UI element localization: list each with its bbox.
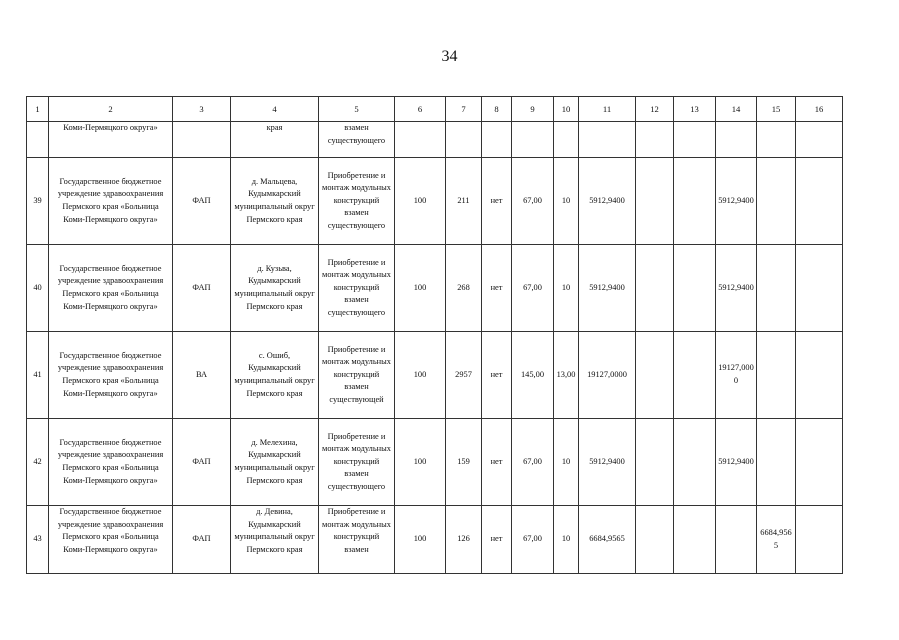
value-cell-16: [796, 332, 843, 419]
table-row: [27, 332, 843, 419]
column-header: 2: [49, 97, 173, 122]
value-cell-8: нет: [482, 332, 512, 419]
value-cell-6: 100: [395, 506, 446, 574]
registry-table: [26, 96, 843, 574]
value-cell-16: [796, 419, 843, 506]
value-cell-6: 100: [395, 419, 446, 506]
institution-cell: Государственное бюджетное учреждение здравоохранения Пермского края «Больница Коми-Пермяцкого округа»: [49, 506, 173, 574]
value-cell-16: [796, 506, 843, 574]
value-cell-7: 211: [446, 158, 482, 245]
cell-empty: [173, 122, 231, 158]
value-cell-6: 100: [395, 332, 446, 419]
value-cell-15: [757, 158, 796, 245]
page-number: 34: [441, 48, 458, 65]
value-cell-8: нет: [482, 245, 512, 332]
column-header: 14: [716, 97, 757, 122]
cell-empty: [796, 122, 843, 158]
value-cell-14: 5912,9400: [716, 245, 757, 332]
column-header: 16: [796, 97, 843, 122]
value-cell-6: 100: [395, 158, 446, 245]
cell-empty: [482, 122, 512, 158]
table-row: [27, 158, 843, 245]
value-cell-16: [796, 245, 843, 332]
value-cell-10: 10: [554, 419, 579, 506]
cell-empty: [674, 122, 716, 158]
institution-cell: Государственное бюджетное учреждение здравоохранения Пермского края «Больница Коми-Пермяцкого округа»: [49, 245, 173, 332]
cell-empty: [446, 122, 482, 158]
column-header: 8: [482, 97, 512, 122]
value-cell-11: 19127,0000: [579, 332, 636, 419]
value-cell-13: [674, 419, 716, 506]
institution-cell: Государственное бюджетное учреждение здравоохранения Пермского края «Больница Коми-Пермяцкого округа»: [49, 158, 173, 245]
cell-empty: [395, 122, 446, 158]
column-header: 4: [231, 97, 319, 122]
value-cell-7: 126: [446, 506, 482, 574]
facility-type-cell: ФАП: [173, 245, 231, 332]
value-cell-9: 67,00: [512, 419, 554, 506]
value-cell-9: 145,00: [512, 332, 554, 419]
value-cell-14: 5912,9400: [716, 158, 757, 245]
value-cell-7: 159: [446, 419, 482, 506]
cell-empty: [716, 122, 757, 158]
cell-empty: [636, 122, 674, 158]
continuation-work: взамен существующего: [319, 122, 395, 158]
location-cell: д. Мелехина, Кудымкарский муниципальный округ Пермского края: [231, 419, 319, 506]
cell-empty: [512, 122, 554, 158]
cell-empty: [757, 122, 796, 158]
value-cell-9: 67,00: [512, 158, 554, 245]
table-row: [27, 419, 843, 506]
continuation-row: [27, 122, 843, 158]
continuation-institution: Коми-Пермяцкого округа»: [49, 122, 173, 158]
value-cell-14: 5912,9400: [716, 419, 757, 506]
facility-type-cell: ФАП: [173, 506, 231, 574]
value-cell-10: 10: [554, 245, 579, 332]
column-header: 9: [512, 97, 554, 122]
column-header: 5: [319, 97, 395, 122]
value-cell-7: 2957: [446, 332, 482, 419]
value-cell-15: [757, 245, 796, 332]
value-cell-14: [716, 506, 757, 574]
column-header: 3: [173, 97, 231, 122]
location-cell: д. Девина, Кудымкарский муниципальный округ Пермского края: [231, 506, 319, 574]
column-header: 6: [395, 97, 446, 122]
value-cell-11: 5912,9400: [579, 419, 636, 506]
institution-cell: Государственное бюджетное учреждение здравоохранения Пермского края «Больница Коми-Пермяцкого округа»: [49, 332, 173, 419]
value-cell-12: [636, 158, 674, 245]
row-number: 39: [27, 158, 49, 245]
value-cell-13: [674, 332, 716, 419]
value-cell-8: нет: [482, 158, 512, 245]
location-cell: с. Ошиб, Кудымкарский муниципальный округ Пермского края: [231, 332, 319, 419]
column-header: 11: [579, 97, 636, 122]
table-row: [27, 506, 843, 574]
value-cell-13: [674, 506, 716, 574]
value-cell-10: 10: [554, 158, 579, 245]
value-cell-10: 10: [554, 506, 579, 574]
column-header: 7: [446, 97, 482, 122]
value-cell-13: [674, 158, 716, 245]
row-number: 43: [27, 506, 49, 574]
value-cell-12: [636, 506, 674, 574]
value-cell-15: 6684,9565: [757, 506, 796, 574]
column-header: 12: [636, 97, 674, 122]
value-cell-10: 13,00: [554, 332, 579, 419]
value-cell-11: 5912,9400: [579, 158, 636, 245]
cell-empty: [554, 122, 579, 158]
location-cell: д. Кузьва, Кудымкарский муниципальный округ Пермского края: [231, 245, 319, 332]
value-cell-11: 6684,9565: [579, 506, 636, 574]
value-cell-9: 67,00: [512, 245, 554, 332]
facility-type-cell: ВА: [173, 332, 231, 419]
work-description-cell: Приобретение и монтаж модульных конструкций взамен существующего: [319, 419, 395, 506]
work-description-cell: Приобретение и монтаж модульных конструкций взамен существующего: [319, 158, 395, 245]
column-header: 15: [757, 97, 796, 122]
work-description-cell: Приобретение и монтаж модульных конструкций взамен существующего: [319, 245, 395, 332]
work-description-cell: Приобретение и монтаж модульных конструкций взамен: [319, 506, 395, 574]
value-cell-11: 5912,9400: [579, 245, 636, 332]
continuation-location: края: [231, 122, 319, 158]
value-cell-15: [757, 419, 796, 506]
location-cell: д. Мальцева, Кудымкарский муниципальный округ Пермского края: [231, 158, 319, 245]
value-cell-12: [636, 245, 674, 332]
value-cell-8: нет: [482, 419, 512, 506]
cell-empty: [579, 122, 636, 158]
facility-type-cell: ФАП: [173, 158, 231, 245]
value-cell-6: 100: [395, 245, 446, 332]
value-cell-14: 19127,0000: [716, 332, 757, 419]
column-header: 13: [674, 97, 716, 122]
column-number-header: [27, 97, 843, 122]
row-number: 42: [27, 419, 49, 506]
value-cell-15: [757, 332, 796, 419]
column-header: 1: [27, 97, 49, 122]
table-row: [27, 245, 843, 332]
value-cell-9: 67,00: [512, 506, 554, 574]
row-number: 41: [27, 332, 49, 419]
work-description-cell: Приобретение и монтаж модульных конструкций взамен существующей: [319, 332, 395, 419]
value-cell-16: [796, 158, 843, 245]
value-cell-7: 268: [446, 245, 482, 332]
column-header: 10: [554, 97, 579, 122]
value-cell-12: [636, 419, 674, 506]
value-cell-12: [636, 332, 674, 419]
value-cell-13: [674, 245, 716, 332]
cell-empty: [27, 122, 49, 158]
row-number: 40: [27, 245, 49, 332]
value-cell-8: нет: [482, 506, 512, 574]
institution-cell: Государственное бюджетное учреждение здравоохранения Пермского края «Больница Коми-Пермяцкого округа»: [49, 419, 173, 506]
facility-type-cell: ФАП: [173, 419, 231, 506]
